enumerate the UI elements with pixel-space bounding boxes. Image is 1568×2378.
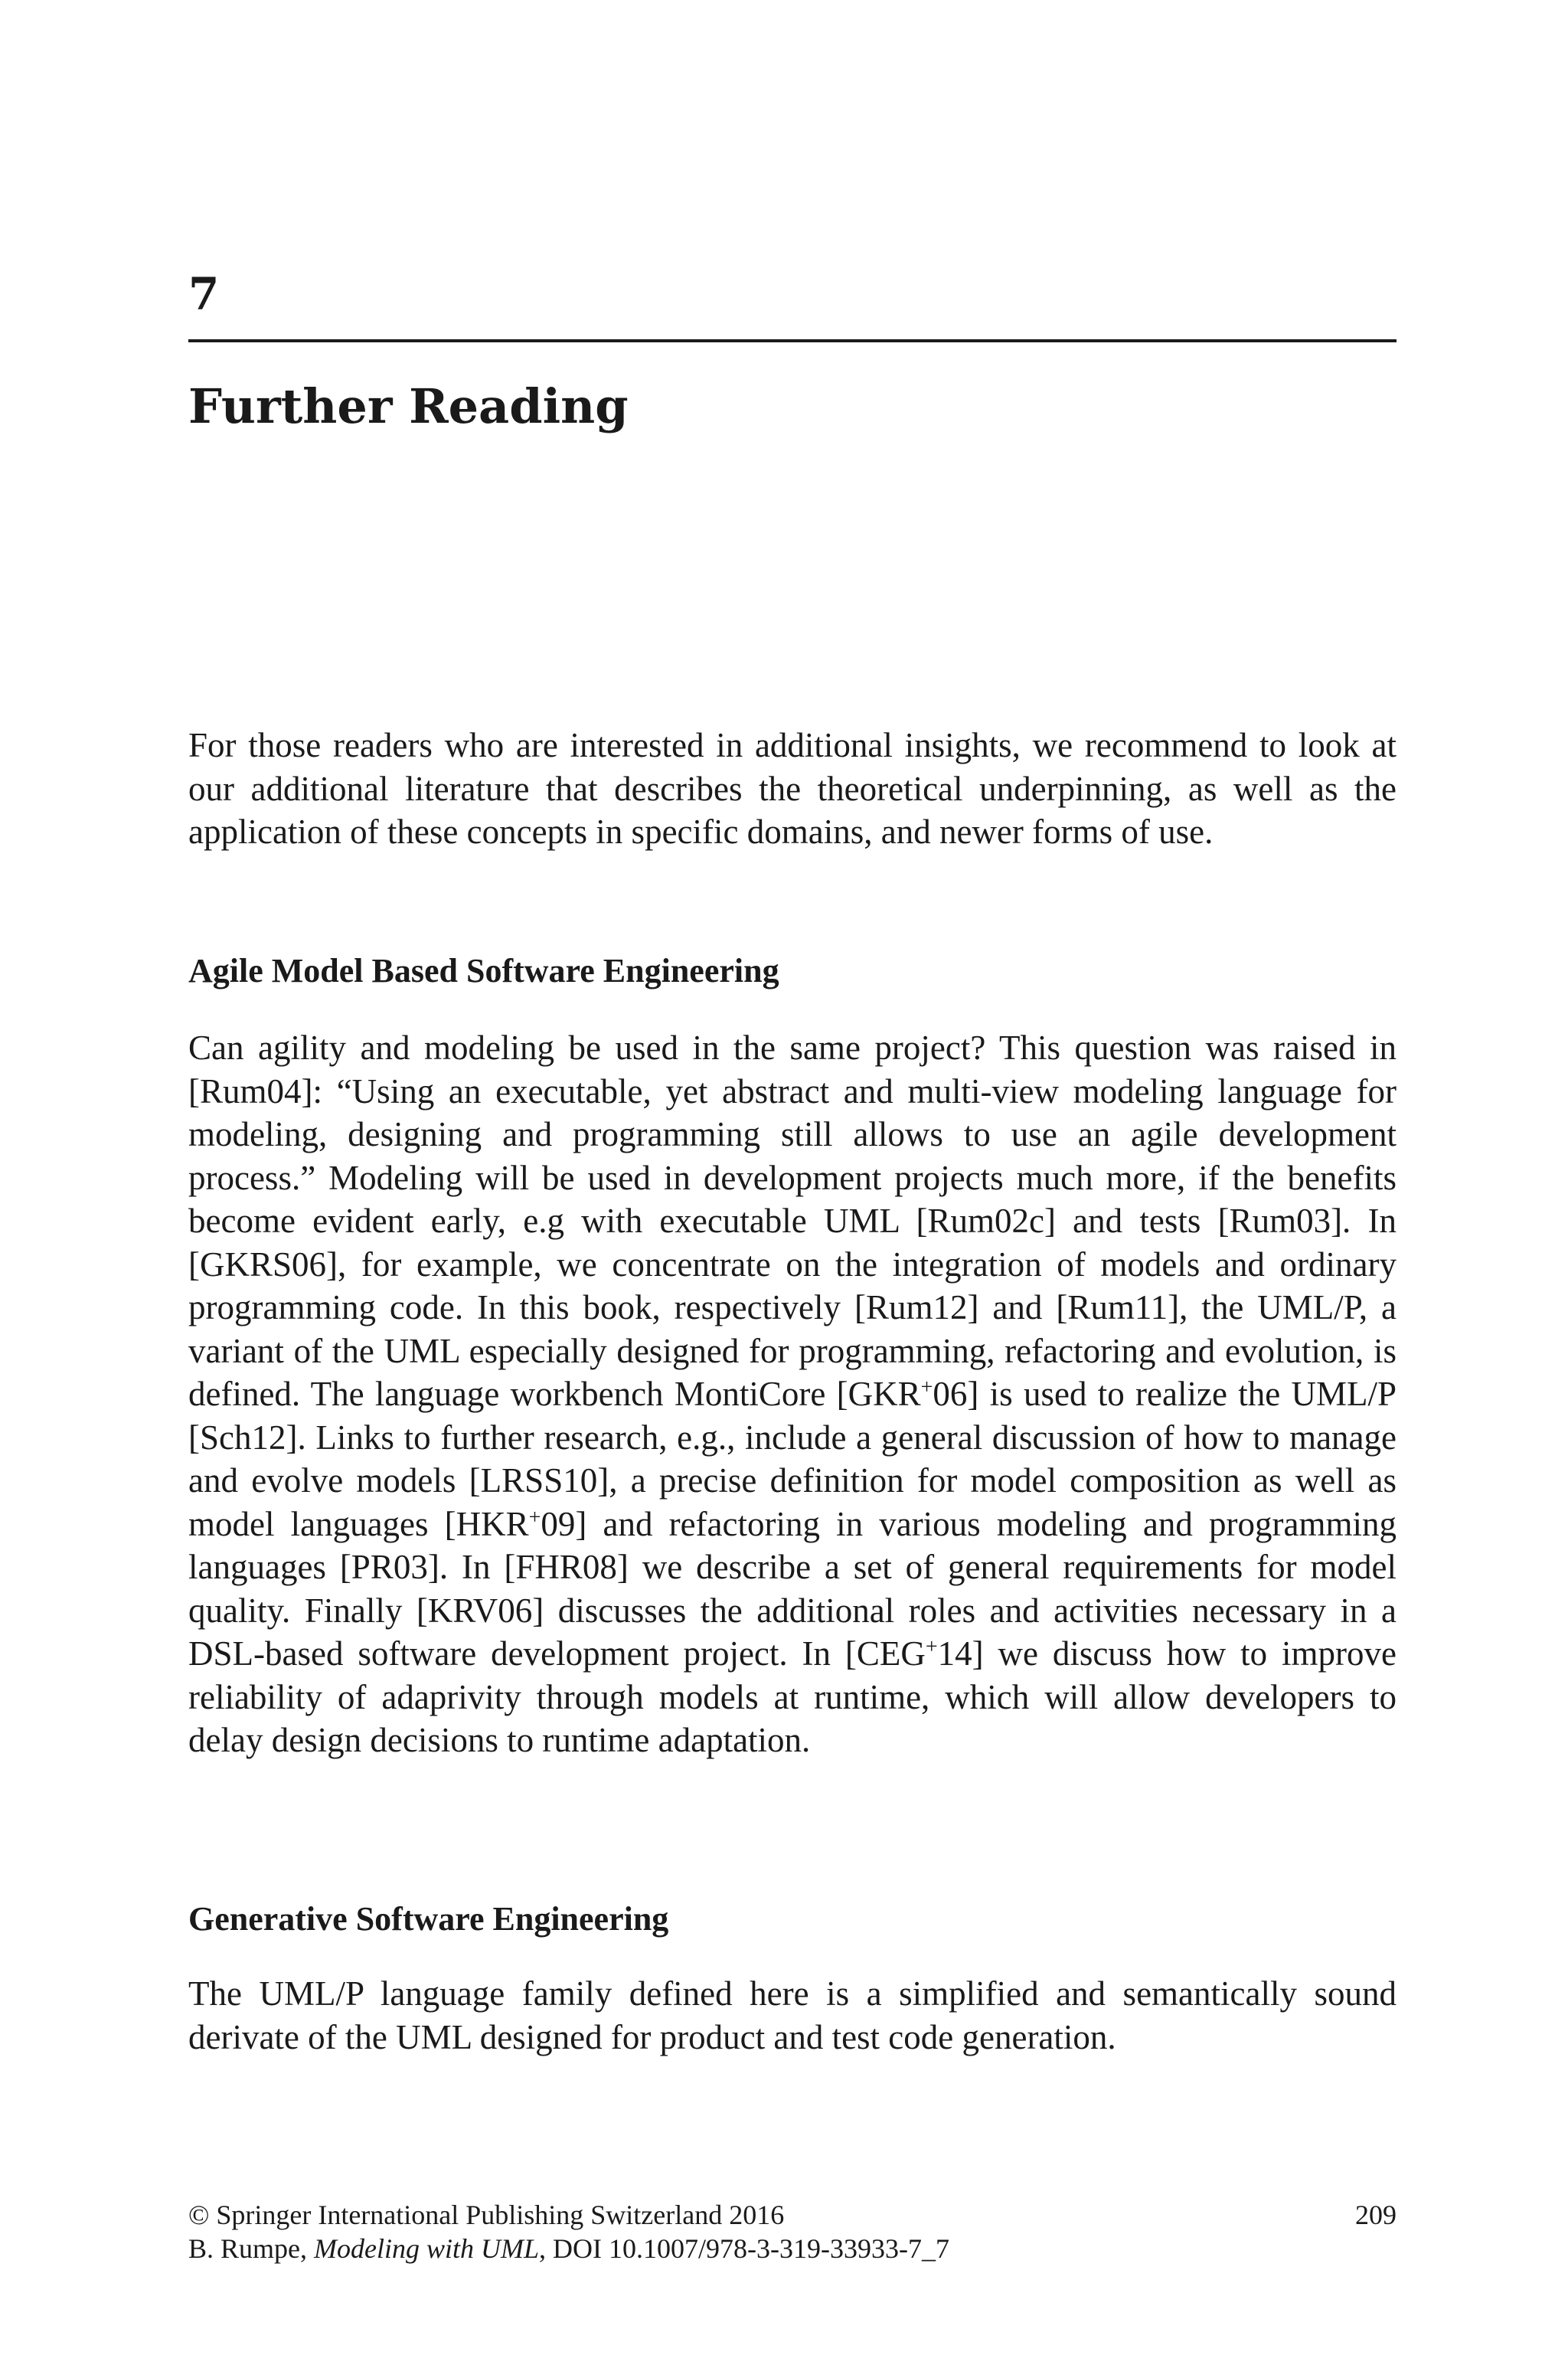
paragraph-text: 09] and refactoring in various modeling and programming languages [PR03]. In [FHR08] we describe a set of general requirements for model quality. Finally [KRV06] discusses the additional roles and activities necessary in a DSL-based software development project. In [CEG xyxy=(188,1504,1396,1673)
citation-book-title: Modeling with UML xyxy=(314,2233,540,2264)
footer-citation xyxy=(188,2232,1396,2265)
intro-paragraph: For those readers who are interested in additional insights, we recommend to look at our additional literature that describes the theoretical underpinning, as well as the application of these concepts in specific domains, and newer forms of use. xyxy=(188,726,1396,851)
section-heading-generative: Generative Software Engineering xyxy=(188,1900,669,1938)
citation-doi: , DOI 10.1007/978-3-319-33933-7_7 xyxy=(539,2233,949,2264)
citation-author: B. Rumpe, xyxy=(188,2233,315,2264)
footer-copyright-line xyxy=(188,2198,1396,2232)
section-paragraph-generative: The UML/P language family defined here is a simplified and semantically sound derivate of the UML designed for product and test code generation. xyxy=(188,1974,1396,2056)
paragraph-text: 06] is used to realize the UML/P [Sch12]. Links to further research, e.g., include a general discussion of how to manage and evolve models [LRSS10], a precise definition for model composition as well as model languages [HKR xyxy=(188,1375,1397,1543)
section-paragraph-agile xyxy=(188,1026,1396,1762)
chapter-rule xyxy=(188,339,1396,342)
chapter-number: 7 xyxy=(188,268,220,320)
superscript: + xyxy=(920,1375,933,1399)
chapter-title: Further Reading xyxy=(188,378,629,434)
paragraph-text: 14] we discuss how to improve reliability of adaprivity through models at runtime, which will allow developers to delay design decisions to runtime adaptation. xyxy=(188,1634,1396,1759)
superscript: + xyxy=(528,1505,541,1529)
superscript: + xyxy=(925,1634,938,1659)
page-number: 209 xyxy=(1355,2200,1396,2230)
section-heading-agile: Agile Model Based Software Engineering xyxy=(188,952,779,989)
paragraph-text: Can agility and modeling be used in the same project? This question was raised in [Rum04]: “Using an executable, yet abstract and multi-view modeling language for modeling, designing and programming still allows to use an agile development process.” Modeling will be used in development projects much more, if the benefits become evident early, e.g with executable UML [Rum02c] and tests [Rum03]. In [GKRS06], for example, we concentrate on the integration of models and ordinary programming code. In this book, respectively [Rum12] and [Rum11], the UML/P, a variant of the UML especially designed for programming, refactoring and evolution, is defined. The language workbench MontiCore [GKR xyxy=(188,1029,1396,1413)
copyright-notice: © Springer International Publishing Switzerland 2016 xyxy=(188,2200,785,2230)
